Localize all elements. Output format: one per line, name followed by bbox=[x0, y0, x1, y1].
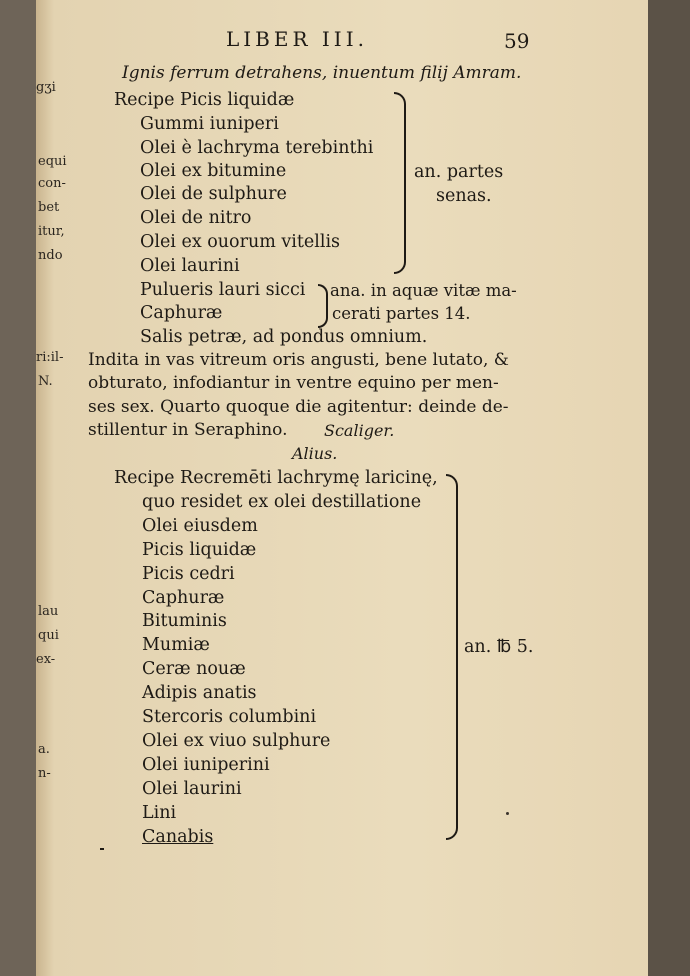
recipe-line: Picis cedri bbox=[142, 564, 235, 584]
recipe-line: Lini bbox=[142, 803, 177, 823]
recipe-line: Olei è lachryma terebinthi bbox=[140, 138, 374, 158]
recipe-line: Olei laurini bbox=[142, 779, 242, 799]
curly-brace bbox=[446, 474, 458, 840]
margin-fragment: con- bbox=[38, 176, 66, 191]
recipe-line: Canabis bbox=[142, 827, 214, 847]
margin-fragment: gʒi bbox=[36, 80, 56, 95]
recipe-line: quo residet ex olei destillatione bbox=[142, 492, 422, 512]
brace-note: an. partes bbox=[414, 162, 504, 182]
recipe-line: Olei iuniperini bbox=[142, 755, 270, 775]
recipe-line: Picis liquidæ bbox=[142, 540, 257, 560]
paragraph-line: obturato, infodiantur in ventre equino per men- bbox=[88, 373, 499, 393]
book-page bbox=[36, 0, 656, 976]
margin-fragment: ex- bbox=[36, 652, 56, 667]
adjacent-page-edge bbox=[0, 0, 36, 976]
recipe-line: Olei de sulphure bbox=[140, 184, 287, 204]
recipe-line: Olei ex bitumine bbox=[140, 161, 287, 181]
ink-speck bbox=[506, 812, 509, 815]
recipe-line: Pulueris lauri sicci bbox=[140, 280, 306, 300]
margin-fragment: a. bbox=[38, 742, 50, 757]
brace-note: cerati partes 14. bbox=[332, 304, 471, 323]
recipe-line: Gummi iuniperi bbox=[140, 114, 279, 134]
page-number: 59 bbox=[504, 29, 530, 53]
margin-fragment: n- bbox=[38, 766, 51, 781]
recipe-line: Salis petræ, ad pondus omnium. bbox=[140, 327, 428, 347]
margin-fragment: itur, bbox=[38, 224, 65, 239]
curly-brace bbox=[394, 92, 406, 274]
author-attribution: Scaliger. bbox=[324, 421, 395, 440]
margin-fragment: lau bbox=[38, 604, 59, 619]
recipe-line: Olei ex ouorum vitellis bbox=[140, 232, 341, 252]
page-edge-shadow bbox=[648, 0, 690, 976]
recipe-line: Olei de nitro bbox=[140, 208, 252, 228]
recipe-line: Recipe Picis liquidæ bbox=[114, 90, 295, 110]
margin-fragment: ndo bbox=[38, 248, 63, 263]
brace-note: ana. in aquæ vitæ ma- bbox=[330, 281, 517, 300]
paragraph-line: stillentur in Seraphino. bbox=[88, 420, 288, 440]
recipe-line: Adipis anatis bbox=[142, 683, 257, 703]
recipe-line: Mumiæ bbox=[142, 635, 210, 655]
margin-fragment: bet bbox=[38, 200, 60, 215]
margin-fragment: equi bbox=[38, 154, 67, 169]
section2-title: Alius. bbox=[292, 444, 338, 463]
margin-fragment: N. bbox=[38, 374, 53, 389]
curly-brace bbox=[318, 284, 328, 328]
recipe-line: Olei ex viuo sulphure bbox=[142, 731, 331, 751]
ink-speck bbox=[100, 848, 104, 850]
recipe-line: Recipe Recremēti lachrymę laricinę, bbox=[114, 468, 438, 488]
margin-fragment: ri:il- bbox=[36, 350, 64, 365]
recipe-line: Ceræ nouæ bbox=[142, 659, 246, 679]
recipe-line: Caphuræ bbox=[142, 588, 225, 608]
brace-note: an. ℔ 5. bbox=[464, 637, 534, 657]
recipe-line: Bituminis bbox=[142, 611, 227, 631]
paragraph-line: ses sex. Quarto quoque die agitentur: deinde de- bbox=[88, 397, 509, 417]
paragraph-line: Indita in vas vitreum oris angusti, bene lutato, & bbox=[88, 350, 509, 370]
recipe-line: Olei eiusdem bbox=[142, 516, 258, 536]
recipe-line: Caphuræ bbox=[140, 303, 223, 323]
margin-fragment: qui bbox=[38, 628, 59, 643]
recipe-line: Olei laurini bbox=[140, 256, 240, 276]
recipe-line: Stercoris columbini bbox=[142, 707, 317, 727]
section1-title: Ignis ferrum detrahens, inuentum filij Amram. bbox=[122, 63, 522, 83]
running-title: LIBER III. bbox=[226, 27, 368, 51]
brace-note: senas. bbox=[436, 186, 492, 206]
